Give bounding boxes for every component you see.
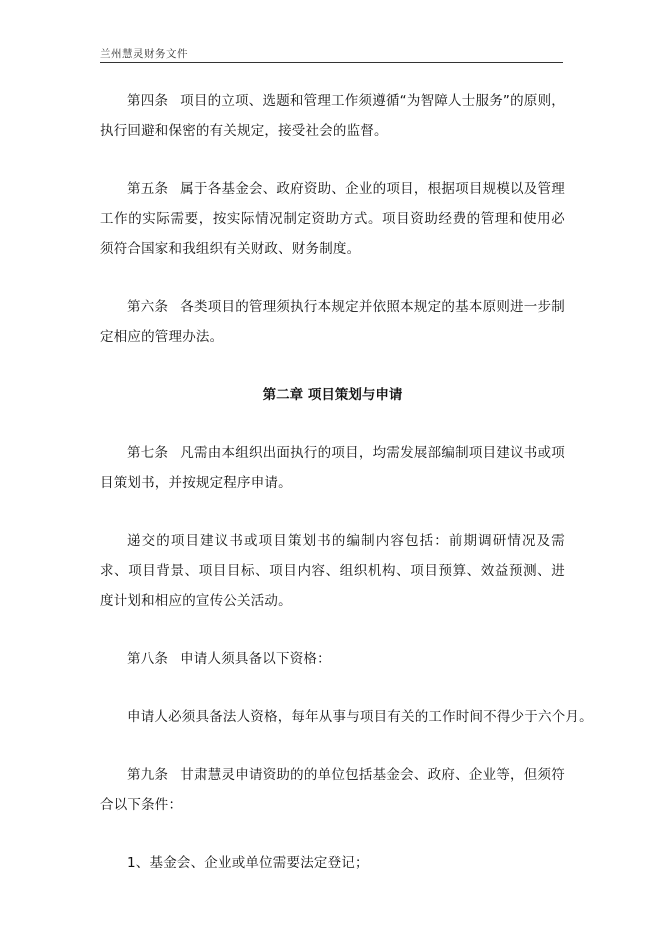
article-6-text: 各类项目的管理须执行本规定并依照本规定的基本原则进一步制定相应的管理办法。 bbox=[100, 299, 565, 345]
submission-paragraph: 递交的项目建议书或项目策划书的编制内容包括：前期调研情况及需求、项目背景、项目目标、项目内容、组织机构、项目预算、效益预测、进度计划和相应的宣传公关活动。 bbox=[100, 533, 565, 609]
header-title: 兰州慧灵财务文件 bbox=[100, 48, 188, 60]
article-8-text: 申请人须具备以下资格： bbox=[180, 651, 331, 667]
article-8 bbox=[100, 644, 565, 674]
chapter-heading: 第二章 项目策划与申请 bbox=[262, 387, 403, 403]
list-item-1: 1、基金会、企业或单位需要法定登记； bbox=[127, 855, 369, 871]
page-header bbox=[100, 46, 563, 63]
article-9-label: 第九条 bbox=[127, 767, 169, 783]
article-4 bbox=[100, 86, 565, 146]
article-8-label: 第八条 bbox=[127, 651, 169, 667]
article-7-label: 第七条 bbox=[127, 445, 169, 461]
article-7-text: 凡需由本组织出面执行的项目，均需发展部编制项目建议书或项目策划书，并按规定程序申请。 bbox=[100, 445, 565, 491]
article-4-label: 第四条 bbox=[127, 93, 169, 109]
article-9-text: 甘肃慧灵申请资助的的单位包括基金会、政府、企业等，但须符合以下条件： bbox=[100, 767, 565, 813]
document-body bbox=[100, 86, 593, 906]
article-7 bbox=[100, 438, 565, 498]
article-6 bbox=[100, 292, 565, 352]
applicant-paragraph: 申请人必须具备法人资格，每年从事与项目有关的工作时间不得少于六个月。 bbox=[127, 709, 593, 725]
article-5 bbox=[100, 174, 565, 264]
article-5-text: 属于各基金会、政府资助、企业的项目，根据项目规模以及管理工作的实际需要，按实际情况制定资助方式。项目资助经费的管理和使用必须符合国家和我组织有关财政、财务制度。 bbox=[100, 181, 565, 257]
article-9 bbox=[100, 760, 565, 820]
article-4-text: 项目的立项、选题和管理工作须遵循“为智障人士服务”的原则，执行回避和保密的有关规定，接受社会的监督。 bbox=[100, 93, 565, 139]
article-5-label: 第五条 bbox=[127, 181, 169, 197]
article-6-label: 第六条 bbox=[127, 299, 169, 315]
